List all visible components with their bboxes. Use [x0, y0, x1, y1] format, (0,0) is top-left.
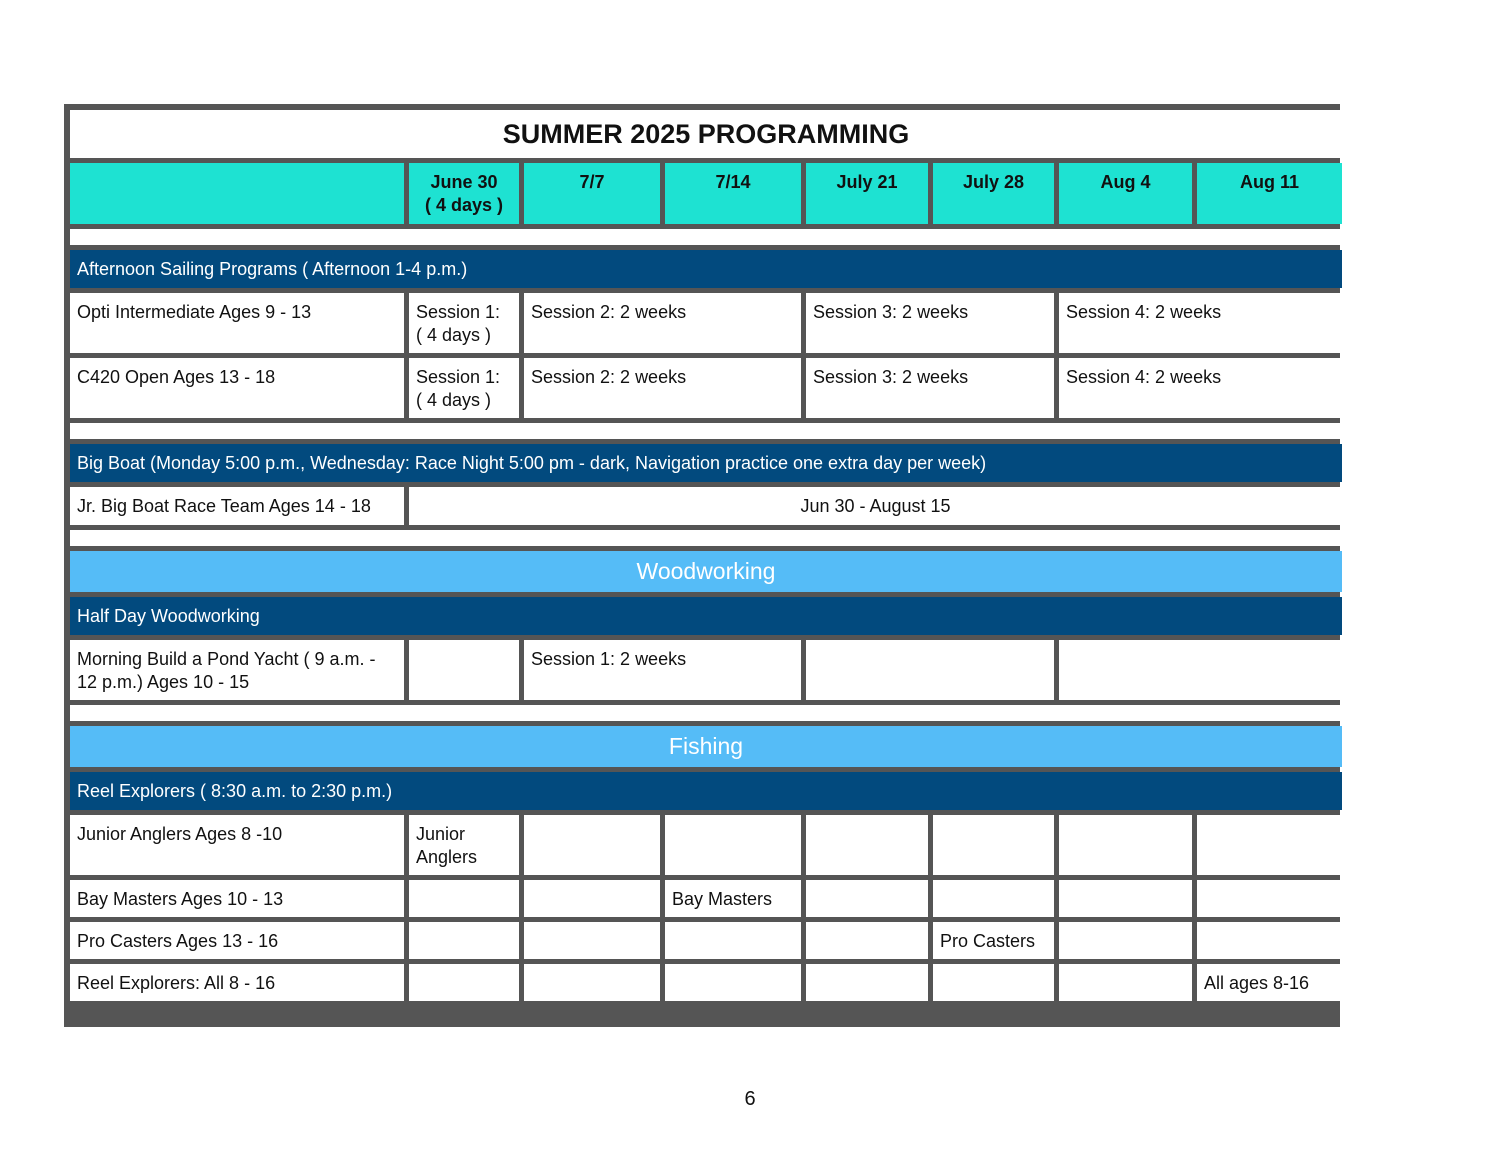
column-header-july-28: July 28: [933, 163, 1054, 224]
section-header-big-boat: Big Boat (Monday 5:00 p.m., Wednesday: Race Night 5:00 pm - dark, Navigation practice one extra day per week): [70, 444, 1342, 482]
session-1-line1: Session 1:: [416, 367, 501, 387]
empty-cell: [806, 640, 1054, 700]
row-label-pond-yacht: Morning Build a Pond Yacht ( 9 a.m. - 12 p.m.) Ages 10 - 15: [70, 640, 404, 700]
fishing-cell: All ages 8-16: [1197, 964, 1342, 1001]
fishing-cell: [806, 964, 928, 1001]
session-1-line2: ( 4 days ): [416, 325, 492, 345]
fishing-cell: [933, 880, 1054, 917]
row-label-opti: Opti Intermediate Ages 9 - 13: [70, 293, 404, 353]
header-blank-cell: [70, 163, 404, 224]
fishing-cell: [806, 922, 928, 959]
row-label-c420: C420 Open Ages 13 - 18: [70, 358, 404, 418]
fishing-cell: [665, 922, 801, 959]
schedule-table: [64, 104, 1340, 1027]
session-1-line1: Session 1:: [416, 302, 501, 322]
session-1-line2: ( 4 days ): [416, 390, 492, 410]
fishing-cell: Junior Anglers: [409, 815, 519, 875]
table-title: SUMMER 2025 PROGRAMMING: [70, 110, 1342, 158]
spacer-row: [70, 530, 1342, 546]
fishing-cell: [409, 880, 519, 917]
fishing-cell: [524, 922, 660, 959]
session-1-cell: [409, 293, 519, 353]
fishing-cell: [1197, 922, 1342, 959]
session-4-cell: Session 4: 2 weeks: [1059, 358, 1342, 418]
section-header-fishing: Reel Explorers ( 8:30 a.m. to 2:30 p.m.): [70, 772, 1342, 810]
spacer-row: [70, 705, 1342, 721]
column-header-7-14: 7/14: [665, 163, 801, 224]
session-3-cell: Session 3: 2 weeks: [806, 358, 1054, 418]
session-2-cell: Session 2: 2 weeks: [524, 293, 801, 353]
woodworking-session-cell: Session 1: 2 weeks: [524, 640, 801, 700]
fishing-cell: [933, 964, 1054, 1001]
fishing-cell: [524, 964, 660, 1001]
row-label-pro-casters: Pro Casters Ages 13 - 16: [70, 922, 404, 959]
fishing-cell: [933, 815, 1054, 875]
session-2-cell: Session 2: 2 weeks: [524, 358, 801, 418]
row-label-reel-explorers: Reel Explorers: All 8 - 16: [70, 964, 404, 1001]
fishing-cell: [1059, 815, 1192, 875]
fishing-cell: [1197, 880, 1342, 917]
fishing-cell: [1059, 880, 1192, 917]
fishing-cell: [409, 964, 519, 1001]
category-header-woodworking: Woodworking: [70, 551, 1342, 592]
column-header-june-30: [409, 163, 519, 224]
spacer-row: [70, 423, 1342, 439]
fishing-cell: [665, 964, 801, 1001]
fishing-cell: [806, 815, 928, 875]
fishing-cell: [1059, 922, 1192, 959]
section-header-woodworking: Half Day Woodworking: [70, 597, 1342, 635]
fishing-cell: [524, 880, 660, 917]
session-3-cell: Session 3: 2 weeks: [806, 293, 1054, 353]
fishing-cell: [524, 815, 660, 875]
session-4-cell: Session 4: 2 weeks: [1059, 293, 1342, 353]
fishing-cell: [665, 815, 801, 875]
row-label-jr-big-boat: Jr. Big Boat Race Team Ages 14 - 18: [70, 487, 404, 525]
page-number: 6: [744, 1088, 756, 1110]
fishing-cell: [409, 922, 519, 959]
column-header-line2: ( 4 days ): [424, 195, 504, 215]
category-header-fishing: Fishing: [70, 726, 1342, 767]
fishing-cell: [1059, 964, 1192, 1001]
row-label-bay-masters: Bay Masters Ages 10 - 13: [70, 880, 404, 917]
empty-cell: [409, 640, 519, 700]
empty-cell: [1059, 640, 1342, 700]
column-header-july-21: July 21: [806, 163, 928, 224]
column-header-aug-11: Aug 11: [1197, 163, 1342, 224]
fishing-cell: [806, 880, 928, 917]
section-header-sailing: Afternoon Sailing Programs ( Afternoon 1-4 p.m.): [70, 250, 1342, 288]
column-header-line1: June 30: [430, 172, 498, 192]
fishing-cell: [1197, 815, 1342, 875]
fishing-cell: Pro Casters: [933, 922, 1054, 959]
column-header-aug-4: Aug 4: [1059, 163, 1192, 224]
column-header-7-7: 7/7: [524, 163, 660, 224]
big-boat-dates-cell: Jun 30 - August 15: [409, 487, 1342, 525]
session-1-cell: [409, 358, 519, 418]
fishing-cell: Bay Masters: [665, 880, 801, 917]
spacer-row: [70, 229, 1342, 245]
row-label-junior-anglers: Junior Anglers Ages 8 -10: [70, 815, 404, 875]
